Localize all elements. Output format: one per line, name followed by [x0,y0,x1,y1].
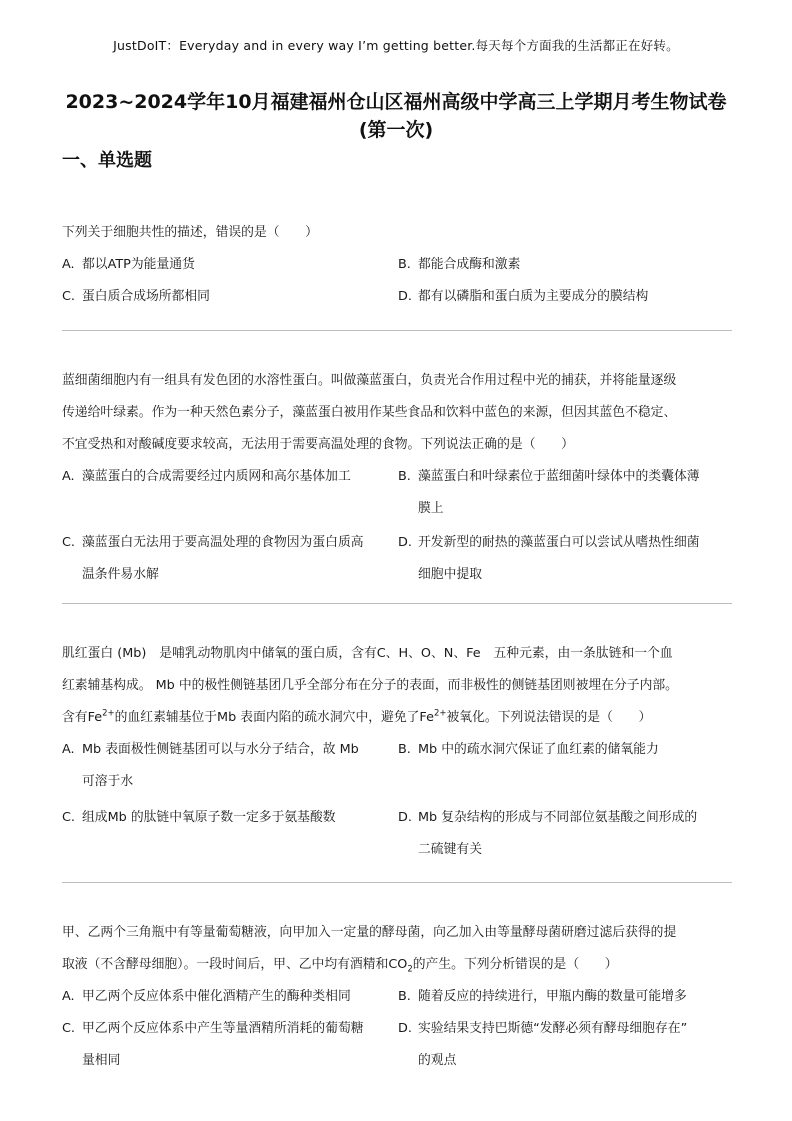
question-1-stem: 下列关于细胞共性的描述，错误的是（ ） [62,225,318,240]
question-4-options [62,981,732,1091]
question-3 [62,638,732,874]
question-1-option-d[interactable] [398,281,732,313]
title-line-2: (第一次) [358,119,434,141]
question-4-option-d[interactable] [398,1013,732,1077]
option-letter: B. [398,742,411,757]
question-divider [62,603,732,604]
question-3-stem-line-2: 红素辅基构成。 Mb 中的极性侧链基团几乎全部分布在分子的表面，而非极性的侧链基团则被埋在分子内部。 [62,678,678,693]
option-letter: A. [62,257,75,272]
question-4-stem-line-1: 甲、乙两个三角瓶中有等量葡萄糖液，向甲加入一定量的酵母菌，向乙加入由等量酵母菌研磨过滤后获得的提 [62,925,677,940]
option-text: 藻蓝蛋白的合成需要经过内质网和高尔基体加工 [82,469,351,484]
option-letter: C. [62,535,76,550]
option-text: 藻蓝蛋白无法用于要高温处理的食物因为蛋白质高 [82,535,364,550]
option-text: 甲乙两个反应体系中产生等量酒精所消耗的葡萄糖 [82,1021,364,1036]
option-letter: D. [398,810,412,825]
question-2-option-a[interactable] [62,461,392,493]
option-letter: C. [62,1021,76,1036]
exam-title [40,88,752,144]
question-2-stem-line-1: 蓝细菌细胞内有一组具有发色团的水溶性蛋白。叫做藻蓝蛋白，负责光合作用过程中光的捕获，并将能量逐级 [62,373,677,388]
question-3-stem-line-1: 肌红蛋白 (Mb) 是哺乳动物肌肉中储氧的蛋白质，含有C、H、O、N、Fe 五种元素，由一条肽链和一个血 [62,646,673,661]
section-heading: 一、单选题 [62,150,152,171]
question-4-option-c[interactable] [62,1013,392,1077]
option-text-continued: 细胞中提取 [418,567,482,582]
option-letter: A. [62,742,75,757]
option-text: 蛋白质合成场所都相同 [82,289,210,304]
stem-text: 的产生。下列分析错误的是（ ） [412,957,618,972]
option-letter: B. [398,257,411,272]
option-text: Mb 表面极性侧链基团可以与水分子结合，故 Mb [82,742,359,757]
stem-text: 取液（不含酵母细胞）。一段时间后，甲、乙中均有酒精和CO [62,957,408,972]
question-4-stem-line-2 [62,949,732,981]
question-4 [62,917,732,1091]
question-1 [62,217,732,313]
question-3-option-d[interactable] [398,802,732,866]
question-1-option-a[interactable] [62,249,392,281]
question-4-option-a[interactable] [62,981,392,1013]
stem-text: 含有Fe [62,710,103,725]
option-letter: D. [398,535,412,550]
question-2-option-c[interactable] [62,527,392,591]
question-3-options [62,734,732,874]
question-3-option-c[interactable] [62,802,392,834]
question-2-stem-line-2: 传递给叶绿素。作为一种天然色素分子，藻蓝蛋白被用作某些食品和饮料中蓝色的来源，但因其蓝色不稳定、 [62,405,677,420]
option-text: 随着反应的持续进行，甲瓶内酶的数量可能增多 [418,989,687,1004]
option-letter: A. [62,469,75,484]
question-3-option-b[interactable] [398,734,732,766]
option-text-continued: 量相同 [82,1053,121,1068]
option-text: 都以ATP为能量通货 [82,257,195,272]
question-1-option-c[interactable] [62,281,392,313]
question-3-stem-line-3 [62,702,732,734]
option-text-continued: 的观点 [418,1053,457,1068]
superscript: 2+ [433,708,447,719]
option-text: 都能合成酶和激素 [418,257,521,272]
option-text: Mb 复杂结构的形成与不同部位氨基酸之间形成的 [418,810,698,825]
option-text-continued: 温条件易水解 [82,567,159,582]
option-text-continued: 二硫键有关 [418,842,482,857]
option-text: 组成Mb 的肽链中氧原子数一定多于氨基酸数 [82,810,336,825]
option-text: 都有以磷脂和蛋白质为主要成分的膜结构 [418,289,649,304]
subscript: 2 [407,964,413,975]
stem-text: 被氧化。下列说法错误的是（ ） [446,710,652,725]
option-letter: C. [62,810,76,825]
question-1-option-b[interactable] [398,249,732,281]
option-text-continued: 膜上 [418,501,444,516]
question-divider [62,330,732,331]
question-2 [62,365,732,591]
question-2-stem-line-3: 不宜受热和对酸碱度要求较高，无法用于需要高温处理的食物。下列说法正确的是（ ） [62,437,574,452]
header-motto: JustDoIT：Everyday and in every way I’m getting better.每天每个方面我的生活都正在好转。 [113,38,679,53]
option-text: 实验结果支持巴斯德“发酵必须有酵母细胞存在” [418,1021,688,1036]
title-line-1: 2023~2024学年10月福建福州仓山区福州高级中学高三上学期月考生物试卷 [65,91,727,113]
option-text: 藻蓝蛋白和叶绿素位于蓝细菌叶绿体中的类囊体薄 [418,469,700,484]
question-divider [62,882,732,883]
question-2-option-b[interactable] [398,461,732,525]
option-letter: C. [62,289,76,304]
option-text-continued: 可溶于水 [82,774,134,789]
option-text: 开发新型的耐热的藻蓝蛋白可以尝试从嗜热性细菌 [418,535,700,550]
option-letter: D. [398,1021,412,1036]
question-2-option-d[interactable] [398,527,732,591]
option-letter: B. [398,469,411,484]
stem-text: 的血红素辅基位于Mb 表面内陷的疏水洞穴中，避免了Fe [114,710,434,725]
question-4-option-b[interactable] [398,981,732,1013]
superscript: 2+ [102,708,115,719]
option-text: Mb 中的疏水洞穴保证了血红素的储氧能力 [418,742,659,757]
question-3-option-a[interactable] [62,734,392,798]
option-letter: B. [398,989,411,1004]
option-letter: A. [62,989,75,1004]
question-2-options [62,461,732,591]
question-1-options [62,249,732,313]
option-text: 甲乙两个反应体系中催化酒精产生的酶种类相同 [82,989,351,1004]
option-letter: D. [398,289,412,304]
